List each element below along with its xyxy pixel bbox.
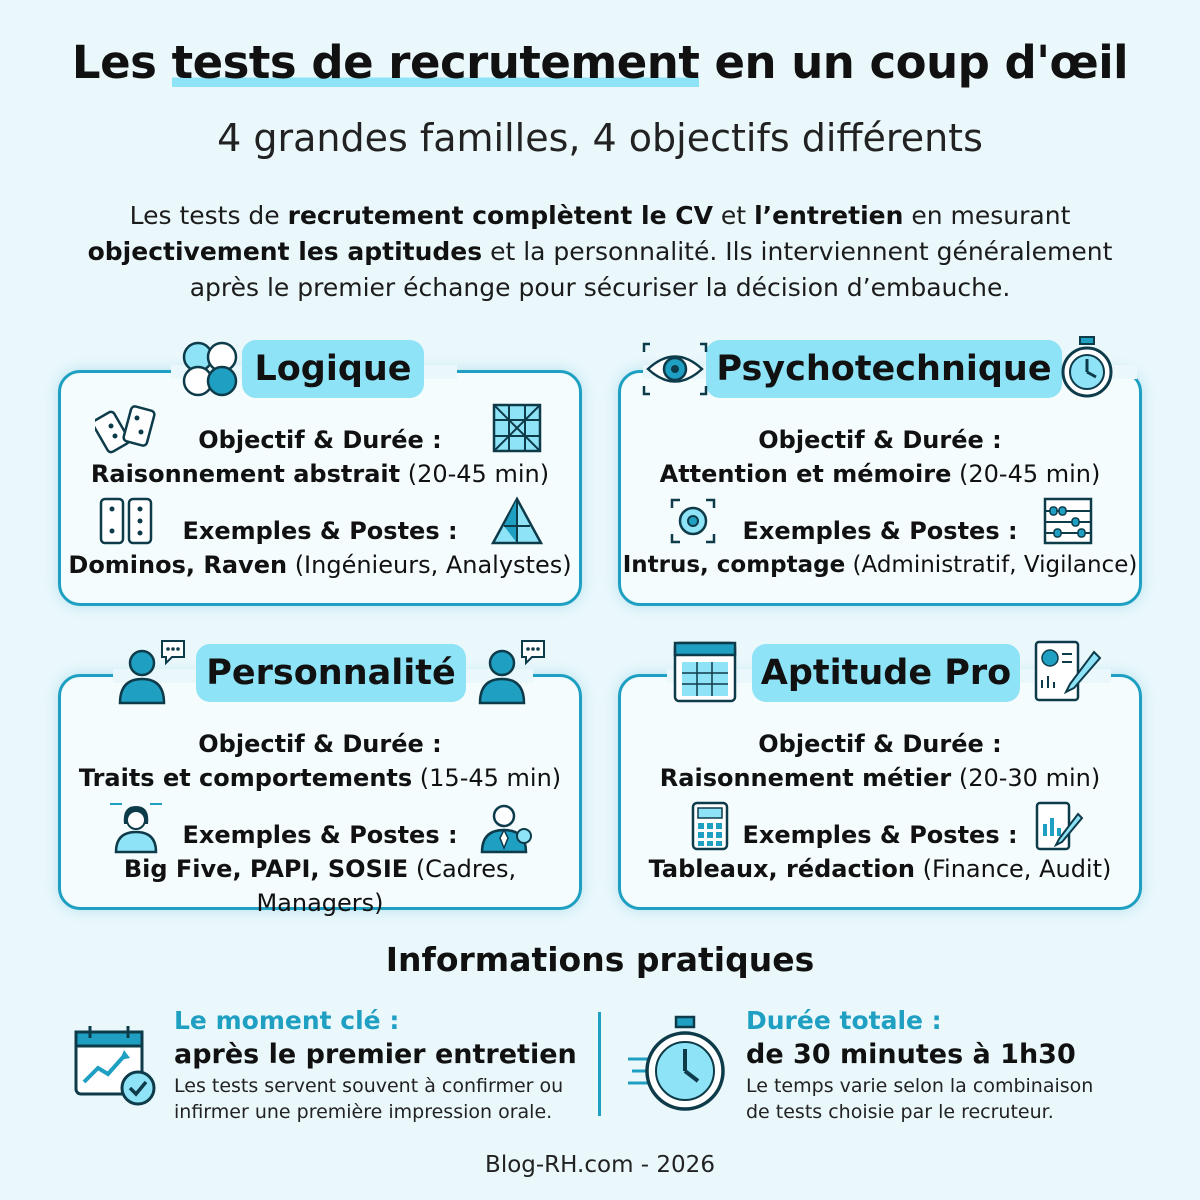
objective-text: Raisonnement abstrait (20-45 min) (90, 460, 550, 488)
stopwatch-icon (624, 1015, 734, 1115)
calculator-icon (690, 800, 730, 852)
info-right (746, 1005, 1166, 1125)
footer-credit: Blog-RH.com - 2026 (485, 1152, 715, 1178)
card-title-aptitude-pro: Aptitude Pro (752, 644, 1020, 702)
examples-text: Tableaux, rédaction (Finance, Audit) (648, 855, 1112, 883)
examples-heading: Exemples & Postes : (742, 517, 1018, 545)
woman-icon (108, 800, 164, 854)
report-pencil-icon (1034, 800, 1084, 852)
manager-icon (478, 800, 536, 854)
puzzle-icon (178, 337, 242, 401)
info-left-label: Le moment clé : (174, 1006, 400, 1035)
spreadsheet-icon (672, 640, 738, 704)
card-psychotechnique (618, 370, 1142, 606)
info-title: Informations pratiques (385, 940, 815, 979)
info-right-value: de 30 minutes à 1h30 (746, 1039, 1076, 1070)
objective-text: Attention et mémoire (20-45 min) (659, 460, 1101, 488)
pattern-grid-icon (492, 403, 542, 453)
info-left-desc-1: Les tests servent souvent à confirmer ou (174, 1075, 564, 1097)
objective-heading: Objectif & Durée : (758, 426, 1002, 454)
info-divider (598, 1012, 601, 1116)
examples-text: Big Five, PAPI, SOSIE (Cadres, Managers) (123, 855, 517, 917)
info-left-desc-2: infirmer une première impression orale. (174, 1101, 553, 1123)
objective-heading: Objectif & Durée : (198, 426, 442, 454)
abacus-icon (1042, 496, 1094, 546)
examples-text: Dominos, Raven (Ingénieurs, Analystes) (68, 551, 572, 579)
page-title: Les tests de recrutement en un coup d'œil (71, 36, 1129, 89)
stopwatch-icon (1058, 335, 1116, 399)
intro-paragraph: Les tests de recrutement complètent le CV et l’entretien en mesurant objectivement les aptitudes et la personnalité. Ils interviennent généralement après le premier échange pour sécuriser la décision d’embauche. (87, 201, 1113, 302)
calendar-chart-icon (72, 1022, 158, 1108)
info-left (174, 1005, 594, 1125)
domino-icon (95, 402, 157, 454)
info-right-desc-1: Le temps varie selon la combinaison (746, 1075, 1094, 1097)
person-chat-icon (118, 637, 188, 705)
info-right-label: Durée totale : (746, 1006, 942, 1035)
card-aptitude-pro (618, 674, 1142, 910)
card-personnalite (58, 674, 582, 917)
examples-text: Intrus, comptage (Administratif, Vigilance) (622, 552, 1138, 578)
info-left-value: après le premier entretien (174, 1039, 577, 1070)
person-chat-icon (478, 637, 548, 705)
info-right-desc-2: de tests choisie par le recruteur. (746, 1101, 1054, 1123)
card-title-logique: Logique (242, 340, 424, 398)
objective-heading: Objectif & Durée : (758, 730, 1002, 758)
examples-heading: Exemples & Postes : (742, 821, 1018, 849)
report-pencil-icon (1032, 638, 1102, 704)
objective-text: Traits et comportements (15-45 min) (78, 764, 562, 792)
card-title-psychotechnique: Psychotechnique (706, 340, 1062, 398)
objective-text: Raisonnement métier (20-30 min) (659, 764, 1101, 792)
domino-icon (97, 495, 157, 547)
page-subtitle: 4 grandes familles, 4 objectifs différents (217, 116, 983, 160)
card-title-personnalite: Personnalité (196, 644, 466, 702)
objective-heading: Objectif & Durée : (198, 730, 442, 758)
examples-heading: Exemples & Postes : (182, 517, 458, 545)
examples-heading: Exemples & Postes : (182, 821, 458, 849)
target-icon (668, 496, 718, 546)
eye-icon (642, 340, 708, 398)
triangle-icon (490, 496, 544, 546)
